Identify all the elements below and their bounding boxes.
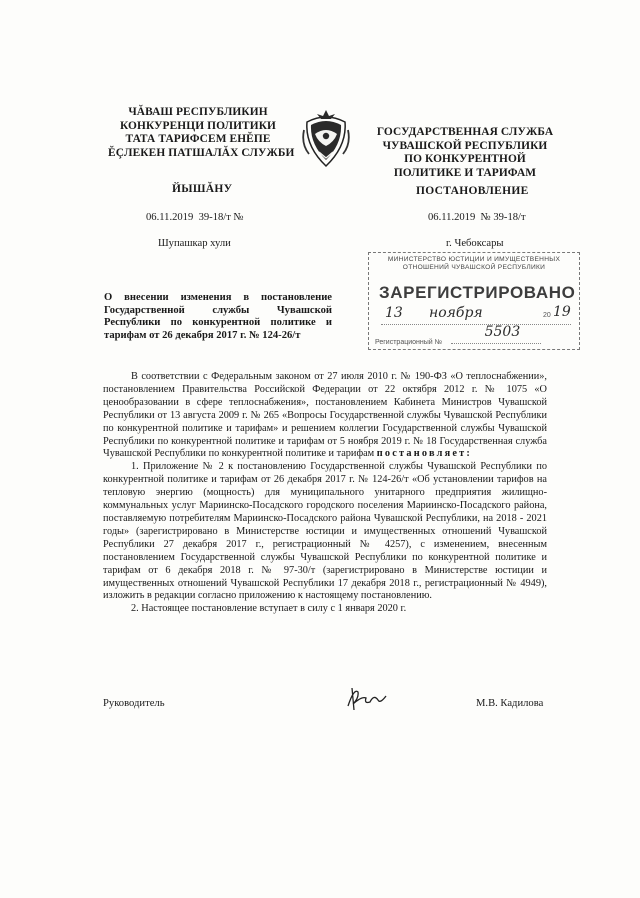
resolve-word: постановляет: xyxy=(376,448,473,460)
left-city: Шупашкар хули xyxy=(158,238,231,249)
stamp-ministry-line1: МИНИСТЕРСТВО ЮСТИЦИИ И ИМУЩЕСТВЕННЫХ xyxy=(387,256,561,263)
left-org-name: ЧĂВАШ РЕСПУБЛИКИН КОНКУРЕНЦИ ПОЛИТИКИ ТАТА ТАРИФСЕМ ЕНĔПЕ ĔÇЛЕКЕН ПАТШАЛĂХ СЛУЖБИ xyxy=(108,106,295,159)
right-city: г. Чебоксары xyxy=(446,238,504,249)
stamp-date-row xyxy=(381,304,571,325)
right-doctype: ПОСТАНОВЛЕНИЕ xyxy=(416,185,529,197)
left-date-number: 06.11.2019 39-18/т № xyxy=(146,212,244,223)
stamp-month: ноября xyxy=(429,305,483,321)
body-item-2: 2. Настоящее постановление вступает в силу с 1 января 2020 г. xyxy=(131,603,407,615)
document-body xyxy=(103,371,547,616)
stamp-ministry-line2: ОТНОШЕНИЙ ЧУВАШСКОЙ РЕСПУБЛИКИ xyxy=(402,264,546,271)
stamp-reg-label: Регистрационный № xyxy=(375,339,443,346)
left-doctype: ЙЫШĂНУ xyxy=(172,183,233,195)
stamp-registered-label: ЗАРЕГИСТРИРОВАНО xyxy=(379,283,576,302)
stamp-day: 13 xyxy=(385,305,403,321)
stamp-year-prefix: 20 xyxy=(543,312,551,319)
stamp-year-suffix: 19 xyxy=(553,304,571,320)
handwritten-signature xyxy=(344,684,390,712)
registration-stamp xyxy=(368,252,580,350)
signer-role: Руководитель xyxy=(103,698,165,709)
right-date-number: 06.11.2019 № 39-18/т xyxy=(428,212,526,223)
right-org-name: ГОСУДАРСТВЕННАЯ СЛУЖБА ЧУВАШСКОЙ РЕСПУБЛИКИ ПО КОНКУРЕНТНОЙ ПОЛИТИКЕ И ТАРИФАМ xyxy=(376,126,554,179)
body-intro: В соответствии с Федеральным законом от 27 июля 2010 г. № 190-ФЗ «О теплоснабжении», постановлением Правительства Российской Федерации от 22 октября 2012 г. № 1075 «О ценообразовании в сфере теплоснабжения», постановлением Кабинета Министров Чувашской Республики от 13 августа 2009 г. № 265 «Вопросы Государственной службы Чувашской Республики по конкурентной политике и тарифам» и решением коллегии Государственной службы Чувашской Республики по конкурентной политике и тарифам от 5 ноября 2019 г. № 18 Государственная служба Чувашской Республики по конкурентной политике и тарифам постановляет: xyxy=(103,371,547,460)
body-item-1: 1. Приложение № 2 к постановлению Государственной службы Чувашской Республики по конкурентной политике и тарифам от 26 декабря 2017 г. № 124-26/т «Об установлении тарифов на тепловую энергию (мощность) для муниципального унитарного предприятия жилищно-коммунальных услуг Мариинско-Посадского городского поселения Мариинско-Посадского района, поставляемую потребителям Мариинско-Посадского района Чувашской Республики, на 2018 - 2021 годы» (зарегистрировано в Министерстве юстиции и имущественных отношений Чувашской Республики 27 декабря 2017 г., регистрационный № 4257), с изменением, внесенным постановлением Государственной службы Чувашской Республики по конкурентной политике и тарифам от 6 декабря 2018 г. № 97-30/т (зарегистрировано в Министерстве юстиции и имущественных отношений Чувашской Республики 17 декабря 2018 г., регистрационный № 4949), изложить в редакции согласно приложению к настоящему постановлению. xyxy=(103,461,547,602)
signer-name: М.В. Кадилова xyxy=(476,698,544,709)
document-subject: О внесении изменения в постановление Государственной службы Чувашской Республики по конкурентной политике и тарифам от 26 декабря 2017 г. № 124-26/т xyxy=(104,292,332,341)
stamp-reg-row xyxy=(375,324,573,349)
stamp-reg-number: 5503 xyxy=(484,324,521,340)
coat-of-arms-icon xyxy=(301,108,351,170)
